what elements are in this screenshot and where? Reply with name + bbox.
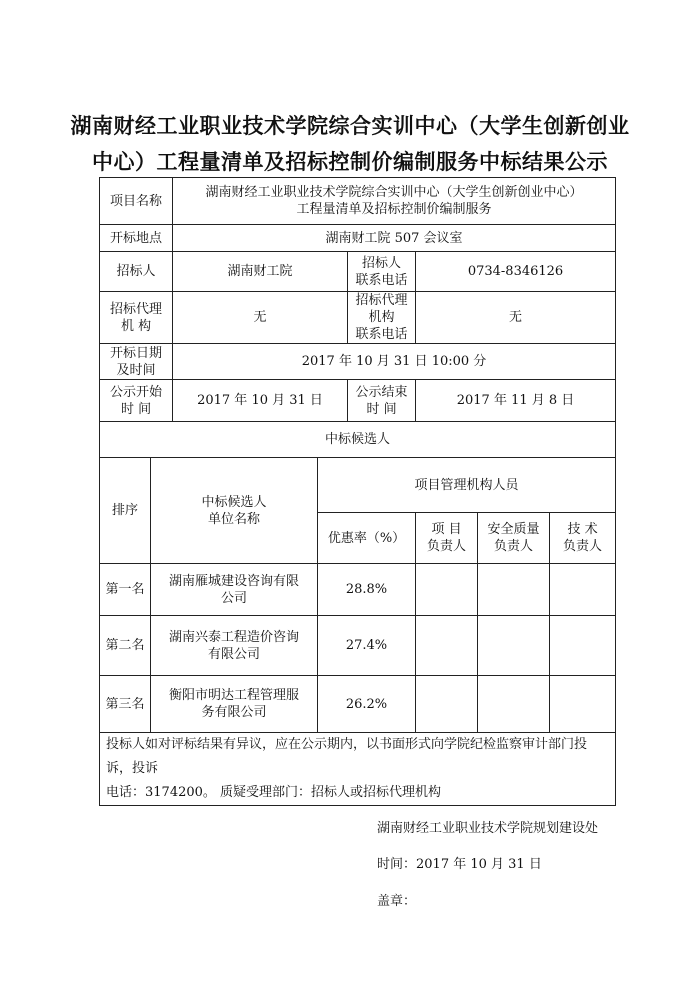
seal-label: 盖章：	[377, 894, 417, 909]
candidates-section-title: 中标候选人	[100, 422, 616, 458]
candidate-rank: 第二名	[100, 616, 151, 676]
pub-start-label	[100, 380, 173, 422]
complaint-notice-line-2: 电话：3174200。 质疑受理部门：招标人或招标代理机构	[106, 785, 442, 800]
candidate-name-line-2: 务有限公司	[201, 705, 267, 720]
tech-header-1: 技 术	[567, 522, 598, 537]
agent-phone-value: 无	[416, 292, 616, 344]
candidate-pm	[416, 616, 478, 676]
candidate-tech	[550, 616, 616, 676]
tenderer-phone-label-1: 招标人	[362, 255, 402, 271]
candidate-name-line-2: 有限公司	[208, 646, 261, 662]
tenderer-label: 招标人	[100, 252, 173, 292]
project-name-line-2: 工程量清单及招标控制价编制服务	[296, 202, 492, 217]
complaint-notice	[100, 733, 616, 806]
agent-label-1: 招标代理	[110, 301, 163, 317]
candidate-name-line-1: 湖南兴泰工程造价咨询	[169, 629, 300, 645]
qs-header-1: 安全质量	[487, 522, 540, 537]
table-row	[100, 676, 616, 733]
candidate-rank: 第一名	[100, 564, 151, 616]
candidate-tech	[550, 676, 616, 733]
candidate-qs	[478, 564, 550, 616]
pub-start-label-2: 时 间	[120, 401, 152, 417]
project-name-label: 项目名称	[100, 178, 173, 225]
tenderer-phone-value: 0734-8346126	[416, 252, 616, 292]
agent-phone-label-2: 联系电话	[355, 327, 408, 342]
location-value: 湖南财工院 507 会议室	[173, 225, 616, 252]
candidate-qs	[478, 676, 550, 733]
table-row	[100, 564, 616, 616]
candidate-name	[151, 616, 318, 676]
agent-row	[100, 292, 616, 344]
candidates-header-row-1	[100, 458, 616, 513]
mgmt-header: 项目管理机构人员	[318, 458, 616, 513]
candidate-rate: 26.2%	[318, 676, 416, 733]
rate-header: 优惠率（%）	[318, 513, 416, 564]
open-date-label	[100, 344, 173, 380]
qs-header-2: 负责人	[494, 539, 534, 554]
open-date-row	[100, 344, 616, 380]
complaint-notice-line-1: 投标人如对评标结果有异议，应在公示期内，以书面形式向学院纪检监察审计部门投诉，投诉	[106, 737, 588, 776]
candidate-name-line-2: 公司	[221, 590, 248, 606]
tenderer-phone-label	[348, 252, 416, 292]
pm-header-2: 负责人	[427, 539, 467, 554]
tech-header-2: 负责人	[563, 539, 603, 554]
publicity-row	[100, 380, 616, 422]
tenderer-row	[100, 252, 616, 292]
candidate-rate: 27.4%	[318, 616, 416, 676]
candidate-pm	[416, 676, 478, 733]
qs-header	[478, 513, 550, 564]
candidate-rank: 第三名	[100, 676, 151, 733]
agent-phone-label-1: 招标代理机构	[355, 293, 408, 325]
table-row	[100, 616, 616, 676]
pub-start-label-1: 公示开始	[110, 384, 163, 400]
page-title-line-1: 湖南财经工业职业技术学院综合实训中心（大学生创新创业	[70, 114, 630, 138]
open-date-label-2: 及时间	[116, 362, 156, 378]
pub-end-label-2: 时 间	[366, 401, 397, 417]
pm-header-1: 项 目	[431, 522, 462, 537]
unit-header-2: 单位名称	[208, 511, 261, 527]
pub-start-value: 2017 年 10 月 31 日	[173, 380, 348, 422]
pub-end-label	[348, 380, 416, 422]
candidate-name	[151, 676, 318, 733]
candidate-name-line-1: 衡阳市明达工程管理服	[169, 688, 300, 703]
unit-header	[151, 458, 318, 564]
agent-label	[100, 292, 173, 344]
result-table	[99, 177, 616, 806]
project-name-line-1: 湖南财经工业职业技术学院综合实训中心（大学生创新创业中心）	[205, 185, 583, 200]
page-title-line-2: 中心）工程量清单及招标控制价编制服务中标结果公示	[92, 150, 608, 174]
candidate-name-line-1: 湖南雁城建设咨询有限	[169, 573, 300, 589]
rank-header: 排序	[100, 458, 151, 564]
issue-date: 时间：2017 年 10 月 31 日	[377, 857, 542, 872]
issuing-organization: 湖南财经工业职业技术学院规划建设处	[377, 821, 599, 836]
candidates-title-row	[100, 422, 616, 458]
pm-header	[416, 513, 478, 564]
tenderer-phone-label-2: 联系电话	[355, 272, 408, 288]
location-row	[100, 225, 616, 252]
open-date-label-1: 开标日期	[110, 345, 163, 361]
agent-label-2: 机 构	[120, 318, 152, 334]
project-name-row	[100, 178, 616, 225]
candidate-name	[151, 564, 318, 616]
candidate-pm	[416, 564, 478, 616]
agent-phone-label	[348, 292, 416, 344]
open-date-value: 2017 年 10 月 31 日 10:00 分	[173, 344, 616, 380]
notice-row	[100, 733, 616, 806]
pub-end-label-1: 公示结束	[355, 384, 408, 400]
agent-value: 无	[173, 292, 348, 344]
candidate-qs	[478, 616, 550, 676]
tenderer-value: 湖南财工院	[173, 252, 348, 292]
pub-end-value: 2017 年 11 月 8 日	[416, 380, 616, 422]
project-name-value	[173, 178, 616, 225]
location-label: 开标地点	[100, 225, 173, 252]
candidate-rate: 28.8%	[318, 564, 416, 616]
candidate-tech	[550, 564, 616, 616]
tech-header	[550, 513, 616, 564]
unit-header-1: 中标候选人	[201, 494, 267, 510]
